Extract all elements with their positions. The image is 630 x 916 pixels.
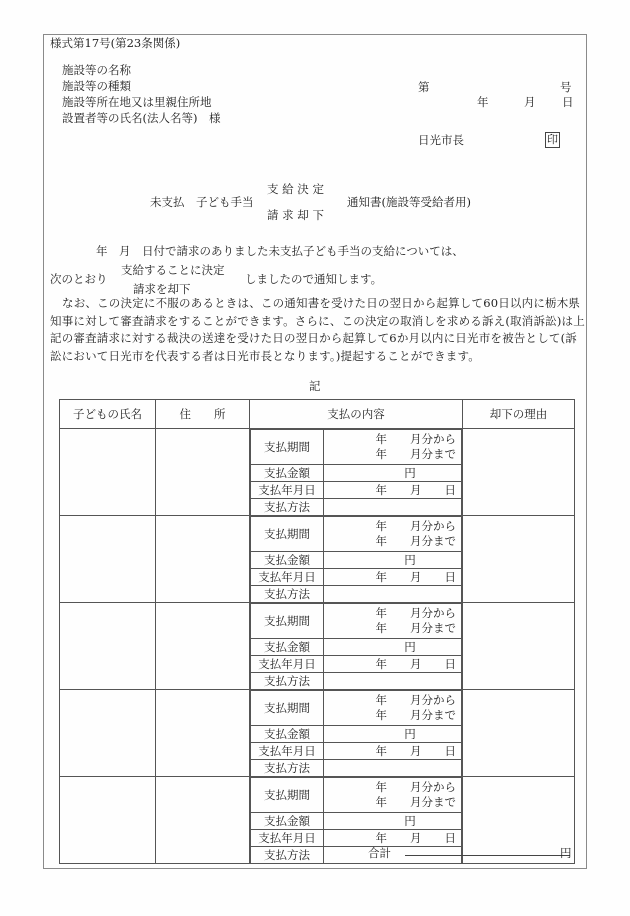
rejection-reason-cell[interactable] (463, 429, 575, 516)
amount-label: 支払金額 (251, 639, 324, 656)
date-value[interactable]: 年 月 日 (324, 743, 462, 760)
amount-value[interactable]: 円 (324, 726, 462, 743)
address-cell[interactable] (156, 603, 250, 690)
amount-label: 支払金額 (251, 813, 324, 830)
facility-address-label: 施設等所在地又は里親住所地 (62, 95, 212, 109)
title-right: 通知書(施設等受給者用) (347, 195, 471, 209)
date-value[interactable]: 年 月 日 (324, 569, 462, 586)
amount-value[interactable]: 円 (324, 639, 462, 656)
body-prefix: 次のとおり (50, 272, 108, 286)
address-cell[interactable] (156, 429, 250, 516)
rejection-reason-cell[interactable] (463, 603, 575, 690)
appeal-notice: なお、この決定に不服のあるときは、この通知書を受けた日の翌日から起算して60日以内に栃木県知事に対して審査請求をすることができます。さらに、この決定の取消しを求める訴え(取消訴訟)は上記の審査請求に対する裁決の送達を受けた日の翌日から起算して6か月以内に日光市を被告として(訴訟において日光市を代表する者は日光市長となります。)提起することができます。 (50, 296, 585, 363)
doc-number-prefix: 第 (418, 80, 430, 94)
method-label: 支払方法 (251, 760, 324, 777)
date-label: 支払年月日 (251, 569, 324, 586)
rejection-reason-cell[interactable] (463, 516, 575, 603)
amount-value[interactable]: 円 (324, 813, 462, 830)
operator-name-label: 設置者等の氏名(法人名等) 様 (62, 111, 221, 125)
table-row (60, 777, 575, 864)
date-value[interactable]: 年 月 日 (324, 482, 462, 499)
method-value[interactable] (324, 673, 462, 690)
period-label: 支払期間 (251, 691, 324, 726)
period-value[interactable] (324, 430, 462, 465)
child-name-cell[interactable] (60, 603, 156, 690)
date-day: 日 (562, 95, 574, 109)
issuer-name: 日光市長 (418, 133, 464, 147)
method-label: 支払方法 (251, 586, 324, 603)
date-label: 支払年月日 (251, 482, 324, 499)
period-to: 年 月分まで (375, 621, 456, 635)
date-year: 年 (477, 95, 489, 109)
header-rejection-reason: 却下の理由 (463, 400, 575, 429)
payment-table (59, 399, 575, 864)
amount-value[interactable]: 円 (324, 552, 462, 569)
amount-label: 支払金額 (251, 465, 324, 482)
body-choice-grant: 支給することに決定 (121, 263, 225, 277)
facility-type-label: 施設等の種類 (62, 79, 131, 93)
child-name-cell[interactable] (60, 429, 156, 516)
amount-value[interactable]: 円 (324, 465, 462, 482)
amount-label: 支払金額 (251, 726, 324, 743)
method-value[interactable] (324, 586, 462, 603)
payment-content-cell (250, 429, 463, 516)
date-month: 月 (524, 95, 536, 109)
period-to: 年 月分まで (375, 447, 456, 461)
period-from: 年 月分から (375, 519, 456, 533)
payment-content-cell (250, 516, 463, 603)
method-value[interactable] (324, 760, 462, 777)
form-number: 様式第17号(第23条関係) (50, 36, 181, 50)
ki-heading: 記 (309, 379, 321, 393)
period-to: 年 月分まで (375, 795, 456, 809)
date-value[interactable]: 年 月 日 (324, 656, 462, 673)
title-left: 未支払 子ども手当 (150, 195, 254, 209)
title-option-decision: 支 給 決 定 (267, 182, 324, 196)
child-name-cell[interactable] (60, 690, 156, 777)
table-header-row (60, 400, 575, 429)
method-label: 支払方法 (251, 847, 324, 864)
period-to: 年 月分まで (375, 534, 456, 548)
child-name-cell[interactable] (60, 777, 156, 864)
period-label: 支払期間 (251, 778, 324, 813)
doc-number-suffix: 号 (560, 80, 572, 94)
method-label: 支払方法 (251, 499, 324, 516)
period-value[interactable] (324, 691, 462, 726)
address-cell[interactable] (156, 777, 250, 864)
method-value[interactable] (324, 499, 462, 516)
period-from: 年 月分から (375, 780, 456, 794)
date-label: 支払年月日 (251, 743, 324, 760)
total-unit: 円 (560, 846, 572, 860)
period-label: 支払期間 (251, 604, 324, 639)
body-suffix: しましたので通知します。 (245, 272, 383, 286)
payment-content-cell (250, 603, 463, 690)
header-address: 住 所 (156, 400, 250, 429)
table-row (60, 690, 575, 777)
period-to: 年 月分まで (375, 708, 456, 722)
period-from: 年 月分から (375, 693, 456, 707)
period-label: 支払期間 (251, 430, 324, 465)
total-label: 合計 (368, 846, 391, 860)
payment-content-cell (250, 777, 463, 864)
table-row (60, 516, 575, 603)
period-from: 年 月分から (375, 606, 456, 620)
period-value[interactable] (324, 604, 462, 639)
period-label: 支払期間 (251, 517, 324, 552)
period-value[interactable] (324, 517, 462, 552)
period-from: 年 月分から (375, 432, 456, 446)
title-option-rejection: 請 求 却 下 (267, 208, 324, 222)
amount-label: 支払金額 (251, 552, 324, 569)
date-label: 支払年月日 (251, 656, 324, 673)
rejection-reason-cell[interactable] (463, 777, 575, 864)
total-amount-field[interactable] (405, 855, 570, 856)
seal-mark: 印 (547, 133, 558, 146)
body-line1: 年 月 日付で請求のありました未支払子ども手当の支給については、 (96, 244, 464, 258)
date-label: 支払年月日 (251, 830, 324, 847)
rejection-reason-cell[interactable] (463, 690, 575, 777)
address-cell[interactable] (156, 690, 250, 777)
method-label: 支払方法 (251, 673, 324, 690)
table-row (60, 603, 575, 690)
header-payment-content: 支払の内容 (250, 400, 463, 429)
date-value[interactable]: 年 月 日 (324, 830, 462, 847)
period-value[interactable] (324, 778, 462, 813)
child-name-cell[interactable] (60, 516, 156, 603)
address-cell[interactable] (156, 516, 250, 603)
table-row (60, 429, 575, 516)
facility-name-label: 施設等の名称 (62, 63, 131, 77)
payment-content-cell (250, 690, 463, 777)
header-child-name: 子どもの氏名 (60, 400, 156, 429)
body-choice-reject: 請求を却下 (133, 282, 191, 296)
